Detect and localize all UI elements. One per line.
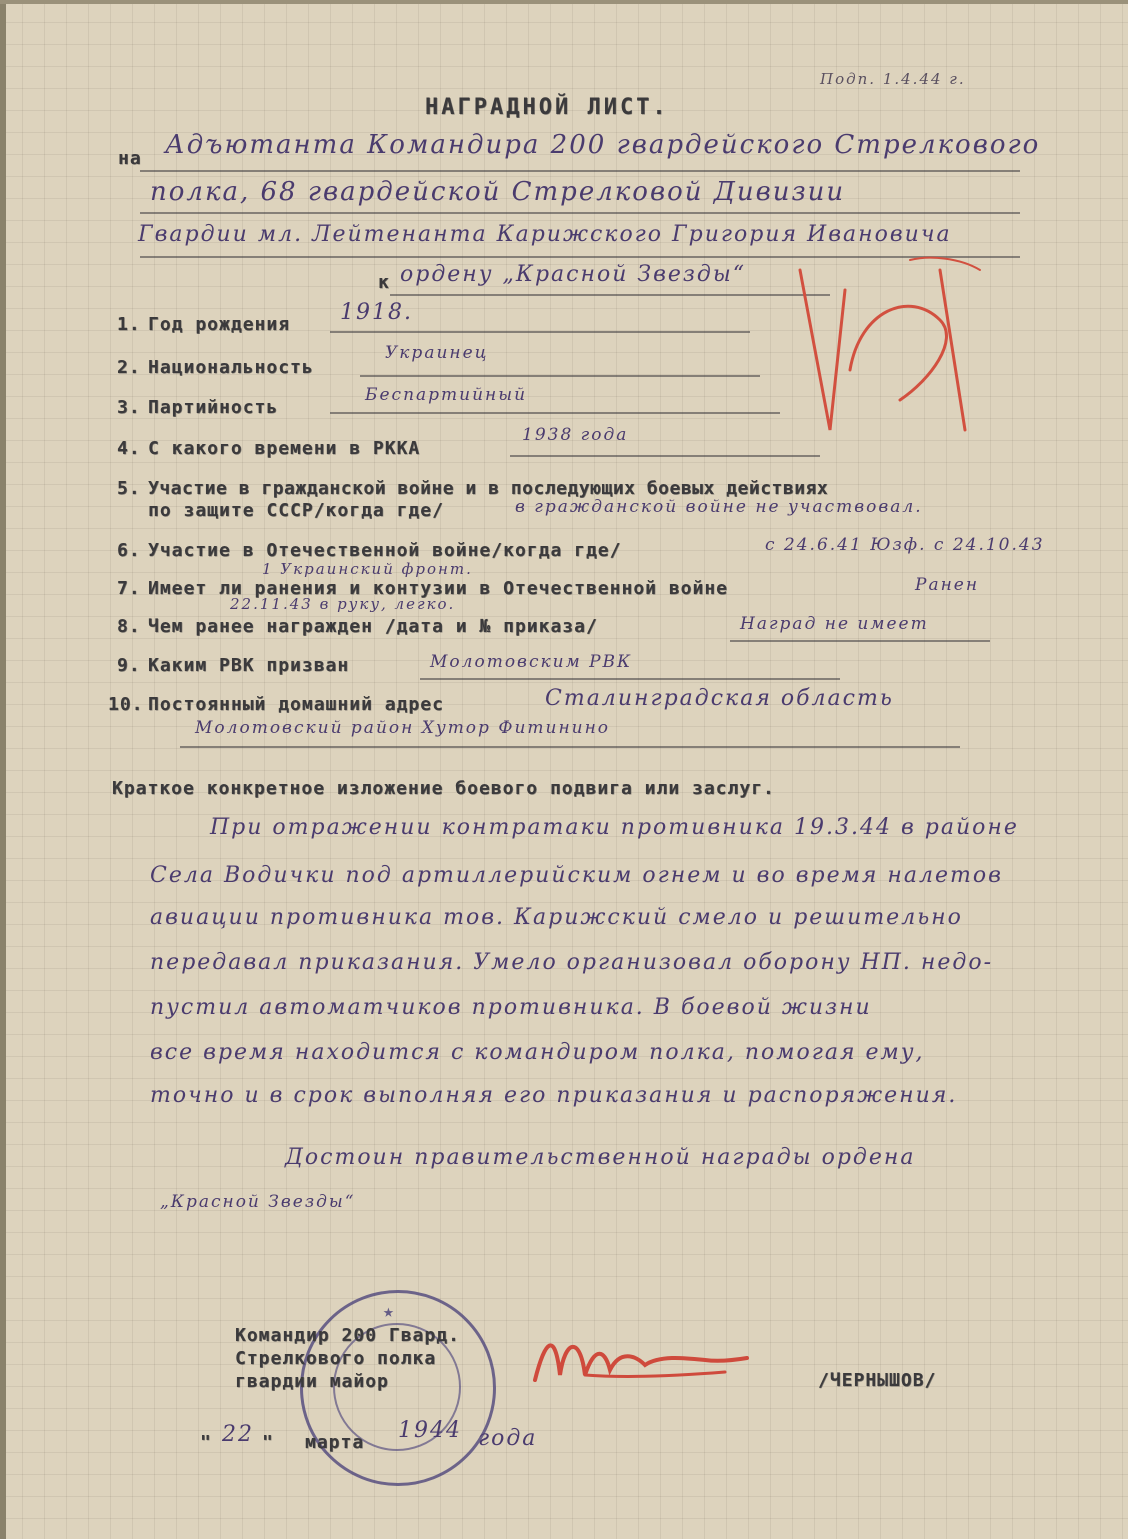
field-3-number: 3. xyxy=(117,397,141,418)
commander-name: /ЧЕРНЫШОВ/ xyxy=(818,1370,937,1391)
scan-edge-top xyxy=(0,0,1128,4)
date-open-quote: " xyxy=(200,1432,212,1453)
field-10-label: Постоянный домашний адрес xyxy=(148,694,444,715)
field-2-label: Национальность xyxy=(148,357,314,378)
commander-line-3: гвардии майор xyxy=(235,1371,389,1392)
date-month: марта xyxy=(305,1432,365,1453)
commander-signature xyxy=(525,1320,755,1400)
nominee-line-2: полка, 68 гвардейской Стрелковой Дивизии xyxy=(150,177,846,207)
field-2-value: Украинец xyxy=(385,343,489,363)
field-6-number: 6. xyxy=(117,540,141,561)
field-2-underline xyxy=(360,375,760,377)
field-6-value-2: 1 Украинский фронт. xyxy=(262,560,473,578)
archive-mark: Подп. 1.4.44 г. xyxy=(820,70,966,88)
feat-heading: Краткое конкретное изложение боевого подвига или заслуг. xyxy=(112,778,775,799)
field-3-label: Партийность xyxy=(148,397,279,418)
scan-edge-left xyxy=(0,0,6,1539)
feat-line-1: При отражении контратаки противника 19.3.44 в районе xyxy=(210,815,1019,840)
nominee-underline-1 xyxy=(140,170,1020,172)
date-close-quote: " xyxy=(262,1432,274,1453)
date-day: 22 xyxy=(222,1422,254,1447)
field-1-value: 1918. xyxy=(340,300,413,325)
field-5-value: в гражданской войне не участвовал. xyxy=(515,497,923,517)
field-9-value: Молотовским РВК xyxy=(430,652,633,672)
commander-line-1: Командир 200 Гвард. xyxy=(235,1325,460,1346)
feat-line-4: передавал приказания. Умело организовал оборону НП. недо- xyxy=(150,950,994,975)
field-10-value: Сталинградская область xyxy=(545,686,894,711)
award-name: ордену „Красной Звезды“ xyxy=(400,262,747,287)
field-6-label: Участие в Отечественной войне/когда где/ xyxy=(148,540,622,561)
nominee-prefix: на xyxy=(118,148,142,169)
field-10-value-2: Молотовский район Хутор Фитинино xyxy=(195,718,611,738)
field-1-underline xyxy=(330,331,750,333)
field-4-number: 4. xyxy=(117,438,141,459)
field-8-underline xyxy=(730,640,990,642)
field-3-underline xyxy=(330,412,780,414)
feat-line-3: авиации противника тов. Карижский смело и решительно xyxy=(150,905,963,930)
field-4-label: С какого времени в РККА xyxy=(148,438,421,459)
field-1-label: Год рождения xyxy=(148,314,291,335)
field-9-number: 9. xyxy=(117,655,141,676)
field-7-number: 7. xyxy=(117,578,141,599)
nominee-line-1: Адъютанта Командира 200 гвардейского Стрелкового xyxy=(165,130,1041,160)
field-7-label: Имеет ли ранения и контузии в Отечественной войне xyxy=(148,578,729,599)
conclusion-line-1: Достоин правительственной награды ордена xyxy=(285,1145,916,1170)
field-7-value-2: 22.11.43 в руку, легко. xyxy=(230,595,456,613)
field-4-underline xyxy=(510,455,820,457)
field-6-value: с 24.6.41 Юзф. с 24.10.43 xyxy=(765,535,1045,555)
award-prefix: к xyxy=(378,272,390,293)
feat-line-7: точно и в срок выполняя его приказания и распоряжения. xyxy=(150,1083,958,1108)
date-year: 1944 xyxy=(398,1418,462,1443)
feat-line-2: Села Водички под артиллерийским огнем и во время налетов xyxy=(150,863,1003,888)
field-5-number: 5. xyxy=(117,478,141,499)
document-title: НАГРАДНОЙ ЛИСТ. xyxy=(425,95,669,120)
date-suffix: года xyxy=(478,1426,538,1451)
field-3-value: Беспартийный xyxy=(365,385,528,405)
seal-star-icon: ★ xyxy=(383,1301,394,1322)
field-9-label: Каким РВК призван xyxy=(148,655,350,676)
commander-line-2: Стрелкового полка xyxy=(235,1348,437,1369)
field-2-number: 2. xyxy=(117,357,141,378)
red-pencil-mark xyxy=(790,250,1010,450)
nominee-underline-2 xyxy=(140,212,1020,214)
field-9-underline xyxy=(420,678,840,680)
field-5-label-2: по защите СССР/когда где/ xyxy=(148,500,444,521)
field-7-value: Ранен xyxy=(915,575,980,595)
feat-line-5: пустил автоматчиков противника. В боевой жизни xyxy=(150,995,872,1020)
field-5-label: Участие в гражданской войне и в последующих боевых действиях xyxy=(148,478,829,499)
field-10-underline xyxy=(180,746,960,748)
field-8-value: Наград не имеет xyxy=(740,614,929,634)
nominee-line-3: Гвардии мл. Лейтенанта Карижского Григория Ивановича xyxy=(138,222,952,247)
field-8-label: Чем ранее награжден /дата и № приказа/ xyxy=(148,616,598,637)
field-10-number: 10. xyxy=(108,694,144,715)
field-1-number: 1. xyxy=(117,314,141,335)
field-4-value: 1938 года xyxy=(522,425,629,445)
conclusion-line-2: „Красной Звезды“ xyxy=(160,1192,356,1212)
award-underline xyxy=(390,294,830,296)
feat-line-6: все время находится с командиром полка, помогая ему, xyxy=(150,1040,925,1065)
field-8-number: 8. xyxy=(117,616,141,637)
